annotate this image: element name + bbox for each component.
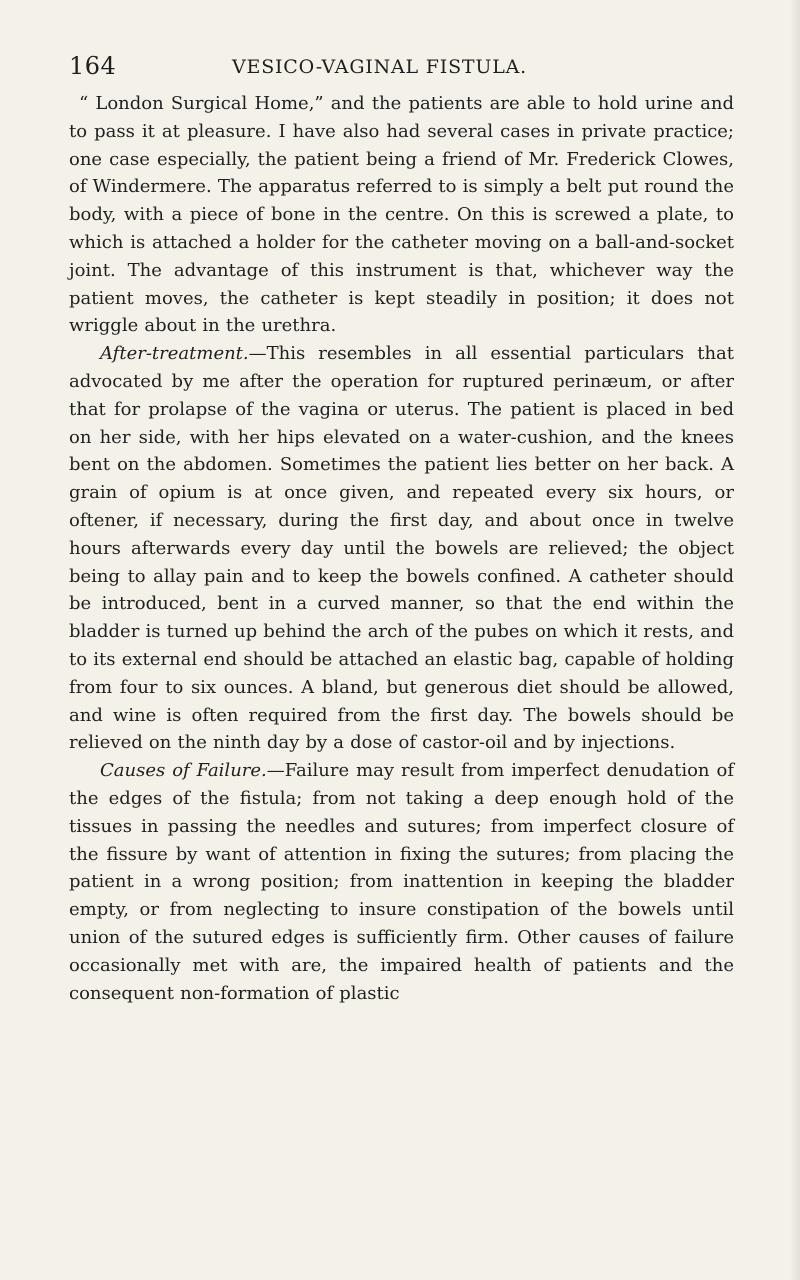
paragraph-1 [69,90,734,340]
body-text [69,90,734,1007]
page-edge-shadow [790,0,800,1280]
paragraph-1-text: “ London Surgical Home,” and the patients are able to hold urine and to pass it at pleasure. I have also had several cases in private practice; one case especially, the patient being a friend of Mr. Frederick Clowes, of Windermere. The apparatus referred to is simply a belt put round the body, with a piece of bone in the centre. On this is screwed a plate, to which is attached a holder for the catheter moving on a ball-and-socket joint. The advantage of this instrument is that, whichever way the patient moves, the catheter is kept steadily in position; it does not wriggle about in the urethra. [69,93,734,337]
causes-of-failure-heading: Causes of Failure. [100,760,267,782]
page-number: 164 [69,52,117,80]
after-treatment-heading: After-treatment. [100,343,249,365]
after-treatment-text: —This resembles in all essential particulars that advocated by me after the operation for ruptured perinæum, or after that for prolapse of the vagina or uterus. The patient is placed in bed on her side, with her hips elevated on a water-cushion, and the knees bent on the abdomen. Sometimes the patient lies better on her back. A grain of opium is at once given, and repeated every six hours, or oftener, if necessary, during the first day, and about once in twelve hours afterwards every day until the bowels are relieved; the object being to allay pain and to keep the bowels confined. A catheter should be introduced, bent in a curved manner, so that the end within the bladder is turned up behind the arch of the pubes on which it rests, and to its external end should be attached an elastic bag, capable of holding from four to six ounces. A bland, but generous diet should be allowed, and wine is often required from the first day. The bowels should be relieved on the ninth day by a dose of castor-oil and by injections. [69,343,734,754]
running-head: VESICO-VAGINAL FISTULA. [232,56,527,78]
causes-of-failure-text: —Failure may result from imperfect denudation of the edges of the fistula; from not taking a deep enough hold of the tissues in passing the needles and sutures; from imperfect closure of the fissure by want of attention in fixing the sutures; from placing the patient in a wrong position; from inattention in keeping the bladder empty, or from neglecting to insure constipation of the bowels until union of the sutured edges is sufficiently firm. Other causes of failure occasionally met with are, the impaired health of patients and the consequent non-formation of plastic [69,760,734,1004]
paragraph-after-treatment [69,340,734,757]
page-header [69,52,734,86]
paragraph-causes-of-failure [69,757,734,1007]
